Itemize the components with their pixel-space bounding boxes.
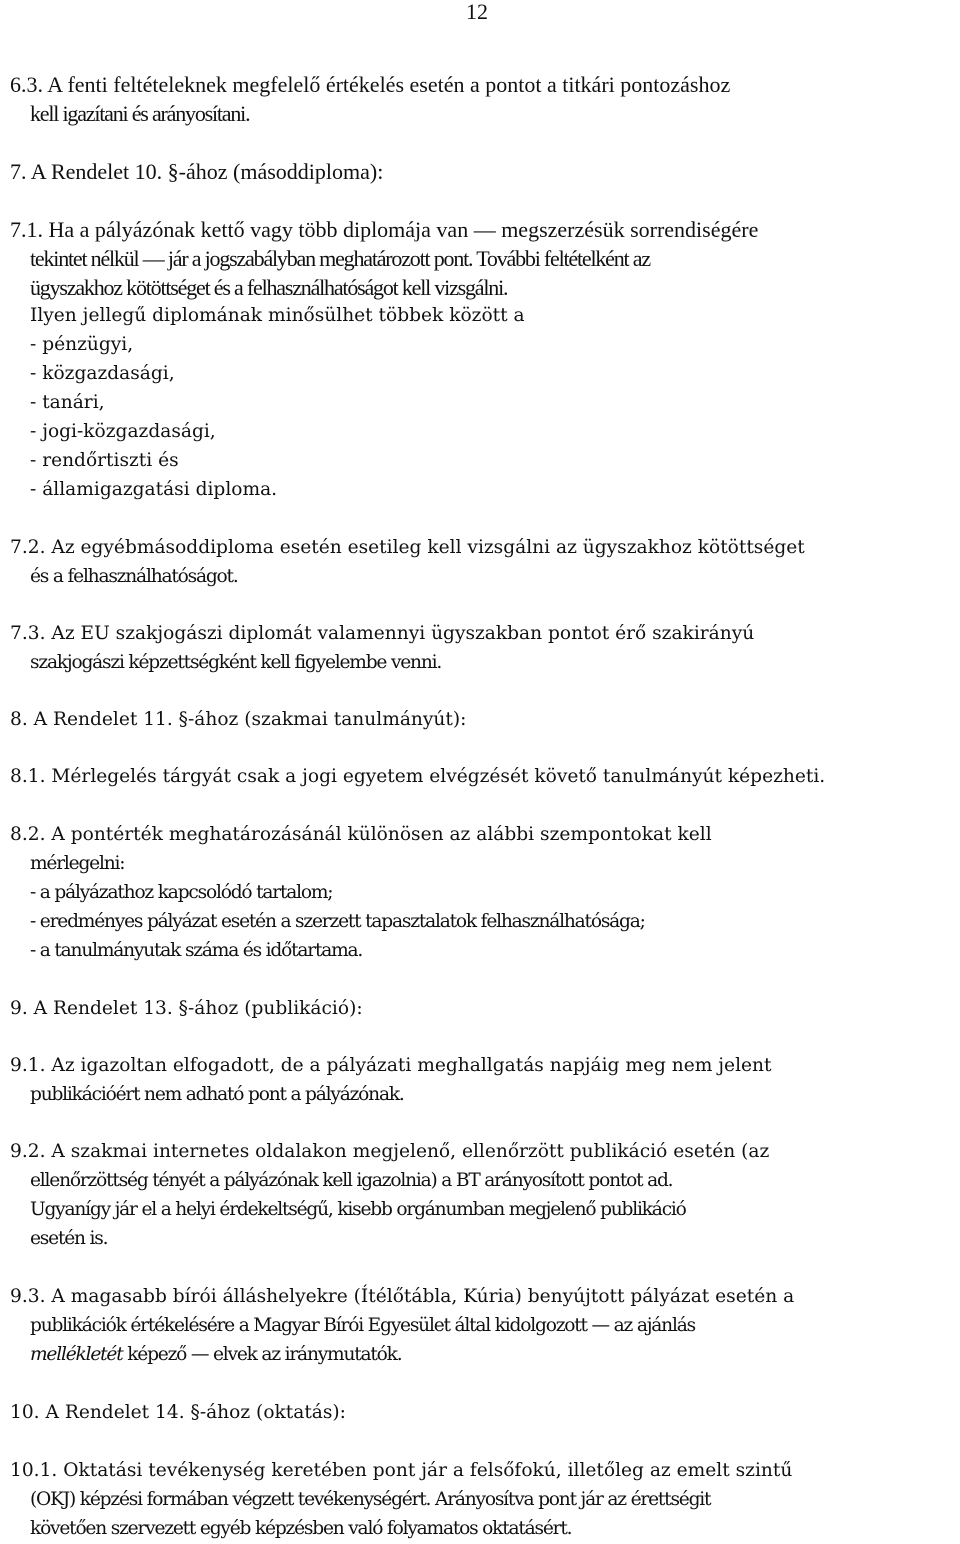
list-item: - pénzügyi, <box>30 334 134 355</box>
section-heading-10: 10. A Rendelet 14. §-ához (oktatás): <box>10 1402 346 1423</box>
paragraph-line: (OKJ) képzési formában végzett tevékenységért. Arányosítva pont jár az érettségit <box>30 1489 711 1510</box>
paragraph-7-3 <box>10 619 958 677</box>
paragraph-line: 7.1. Ha a pályázónak kettő vagy több diplomája van — megszerzésük sorrendiségére <box>10 217 759 242</box>
paragraph-text: képező — elvek az iránymutatók. <box>122 1344 402 1365</box>
paragraph-9-2 <box>10 1137 958 1253</box>
paragraph-line: 9.1. Az igazoltan elfogadott, de a pályázati meghallgatás napjáig meg nem jelent <box>10 1055 772 1076</box>
paragraph-9-1 <box>10 1051 958 1109</box>
list-item: - rendőrtiszti és <box>30 450 179 471</box>
page-number: 12 <box>466 0 488 24</box>
paragraph-line: ügyszakhoz kötöttséget és a felhasználhatóságot kell vizsgálni. <box>30 275 508 300</box>
list-item: - tanári, <box>30 392 105 413</box>
paragraph-9-3 <box>10 1282 958 1369</box>
list-item: - a tanulmányutak száma és időtartama. <box>30 940 363 961</box>
paragraph-line: mérlegelni: <box>30 853 125 874</box>
list-item: - államigazgatási diploma. <box>30 479 278 500</box>
section-heading-9: 9. A Rendelet 13. §-ához (publikáció): <box>10 998 363 1019</box>
paragraph-line: Ugyanígy jár el a helyi érdekeltségű, kisebb orgánumban megjelenő publikáció <box>30 1199 686 1220</box>
paragraph-line: 6.3. A fenti feltételeknek megfelelő értékelés esetén a pontot a titkári pontozáshoz <box>10 72 731 97</box>
section-heading-8: 8. A Rendelet 11. §-ához (szakmai tanulmányút): <box>10 709 467 730</box>
list-item: - jogi-közgazdasági, <box>30 421 216 442</box>
paragraph-line: 8.2. A pontérték meghatározásánál különösen az alábbi szempontokat kell <box>10 824 712 845</box>
paragraph-line: követően szervezett egyéb képzésben való folyamatos oktatásért. <box>30 1518 572 1539</box>
paragraph-line: 10.1. Oktatási tevékenység keretében pont jár a felsőfokú, illetőleg az emelt szintű <box>10 1460 793 1481</box>
paragraph-7-2 <box>10 533 958 591</box>
paragraph-line: ellenőrzöttség tényét a pályázónak kell igazolnia) a BT arányosított pontot ad. <box>30 1170 673 1191</box>
paragraph-line: Ilyen jellegű diplomának minősülhet többek között a <box>30 305 525 326</box>
paragraph-line: 9.3. A magasabb bírói álláshelyekre (Ítélőtábla, Kúria) benyújtott pályázat esetén a <box>10 1286 795 1307</box>
paragraph-line: 9.2. A szakmai internetes oldalakon megjelenő, ellenőrzött publikáció esetén (az <box>10 1141 770 1162</box>
paragraph-7-1-list <box>10 301 960 504</box>
paragraph-8-2 <box>10 820 958 965</box>
list-item: - eredményes pályázat esetén a szerzett tapasztalatok felhasználhatósága; <box>30 911 645 932</box>
paragraph-line: kell igazítani és arányosítani. <box>30 101 250 126</box>
paragraph-8-1: 8.1. Mérlegelés tárgyát csak a jogi egyetem elvégzését követő tanulmányút képezheti. <box>10 766 826 787</box>
paragraph-7-1 <box>10 215 958 302</box>
paragraph-line: tekintet nélkül — jár a jogszabályban meghatározott pont. További feltételként az <box>30 246 650 271</box>
section-heading-7: 7. A Rendelet 10. §-ához (másoddiploma): <box>10 159 384 184</box>
list-item: - közgazdasági, <box>30 363 175 384</box>
italic-term: mellékletét <box>30 1344 123 1365</box>
paragraph-line: publikációért nem adható pont a pályázónak. <box>30 1084 404 1105</box>
paragraph-line: publikációk értékelésére a Magyar Bírói Egyesület által kidolgozott — az ajánlás <box>30 1315 695 1336</box>
paragraph-line: és a felhasználhatóságot. <box>30 566 238 587</box>
paragraph-line: esetén is. <box>30 1228 108 1249</box>
paragraph-6-3 <box>10 70 958 128</box>
paragraph-line: 7.2. Az egyébmásoddiploma esetén esetileg kell vizsgálni az ügyszakhoz kötöttséget <box>10 537 805 558</box>
paragraph-line <box>10 1340 958 1369</box>
paragraph-line: 7.3. Az EU szakjogászi diplomát valamennyi ügyszakban pontot érő szakirányú <box>10 623 755 644</box>
paragraph-10-1 <box>10 1456 958 1543</box>
paragraph-line: szakjogászi képzettségként kell figyelembe venni. <box>30 652 442 673</box>
list-item: - a pályázathoz kapcsolódó tartalom; <box>30 882 333 903</box>
